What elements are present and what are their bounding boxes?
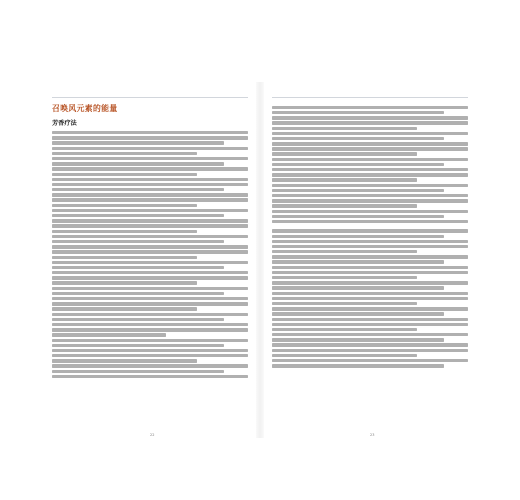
left-body-line-9: [52, 173, 197, 176]
right-body-line-25: [272, 235, 444, 238]
right-body-line-3: [272, 116, 468, 119]
right-body-line-23: [272, 220, 468, 223]
left-body-line-33: [52, 297, 248, 300]
left-body-line-24: [52, 250, 248, 253]
right-body-line-12: [272, 163, 444, 166]
right-body-line-9: [272, 147, 468, 150]
right-body-line-43: [272, 328, 417, 331]
left-body-line-40: [52, 333, 166, 336]
left-body-line-46: [52, 364, 248, 367]
left-body-line-13: [52, 193, 248, 196]
right-body-line-30: [272, 260, 444, 263]
left-body-line-29: [52, 276, 248, 279]
right-book-page: [272, 88, 468, 437]
right-body-line-26: [272, 240, 468, 243]
right-body-line-37: [272, 297, 468, 300]
right-body-line-2: [272, 111, 444, 114]
left-body-line-38: [52, 323, 248, 326]
right-body-line-8: [272, 142, 468, 145]
left-body-line-3: [52, 141, 224, 144]
right-body-line-10: [272, 152, 417, 155]
right-body-line-4: [272, 121, 468, 124]
left-body-line-15: [52, 204, 197, 207]
left-body-line-30: [52, 281, 197, 284]
right-page-content: [272, 104, 468, 369]
right-body-line-45: [272, 338, 444, 341]
right-body-line-5: [272, 127, 417, 130]
left-body-line-17: [52, 214, 224, 217]
left-body-text: [52, 131, 248, 378]
left-header-rule: [52, 97, 248, 98]
left-body-line-14: [52, 198, 248, 201]
left-body-line-5: [52, 152, 197, 155]
left-body-line-35: [52, 307, 197, 310]
left-body-line-20: [52, 230, 197, 233]
left-body-line-23: [52, 245, 248, 248]
left-body-line-31: [52, 287, 248, 290]
right-body-line-1: [272, 106, 468, 109]
left-body-line-39: [52, 328, 248, 331]
right-body-line-49: [272, 359, 468, 362]
right-body-line-50: [272, 364, 444, 367]
left-body-line-2: [52, 136, 248, 139]
right-body-line-22: [272, 215, 444, 218]
right-body-line-11: [272, 158, 468, 161]
right-body-line-47: [272, 349, 468, 352]
right-body-line-17: [272, 189, 444, 192]
left-body-line-21: [52, 235, 248, 238]
left-body-line-28: [52, 271, 248, 274]
left-body-line-45: [52, 359, 197, 362]
left-body-line-18: [52, 219, 248, 222]
left-body-line-34: [52, 302, 248, 305]
left-body-line-42: [52, 344, 224, 347]
right-body-line-48: [272, 354, 417, 357]
left-book-page: [52, 88, 248, 437]
right-body-text-top: [272, 106, 468, 224]
right-body-line-35: [272, 286, 444, 289]
left-body-line-41: [52, 339, 248, 342]
left-body-line-12: [52, 188, 224, 191]
left-body-line-4: [52, 147, 248, 150]
left-body-line-16: [52, 209, 248, 212]
right-body-line-6: [272, 132, 468, 135]
left-body-line-6: [52, 157, 248, 160]
left-body-line-44: [52, 354, 248, 357]
right-body-line-42: [272, 323, 468, 326]
right-body-line-13: [272, 168, 468, 171]
right-body-line-7: [272, 137, 444, 140]
left-body-line-26: [52, 261, 248, 264]
left-body-line-32: [52, 292, 224, 295]
section-title-aromatherapy: 芳香疗法: [52, 120, 77, 127]
right-body-line-14: [272, 173, 468, 176]
right-body-line-21: [272, 210, 468, 213]
left-page-number: 22: [150, 433, 155, 437]
right-body-line-44: [272, 333, 468, 336]
right-header-rule: [272, 97, 468, 98]
left-body-line-47: [52, 370, 224, 373]
left-body-line-7: [52, 162, 224, 165]
right-body-text-bottom: [272, 229, 468, 367]
book-gutter-shadow: [256, 82, 264, 438]
right-body-line-15: [272, 178, 417, 181]
left-body-line-48: [52, 375, 248, 378]
left-page-content: [52, 104, 248, 380]
right-body-line-18: [272, 194, 468, 197]
right-body-line-41: [272, 318, 468, 321]
left-body-line-10: [52, 178, 248, 181]
chapter-title: 召唤风元素的能量: [52, 104, 118, 113]
right-body-line-27: [272, 245, 468, 248]
left-body-line-25: [52, 256, 197, 259]
right-body-line-24: [272, 229, 468, 232]
right-body-line-34: [272, 281, 468, 284]
left-body-line-19: [52, 224, 248, 227]
left-body-line-36: [52, 313, 248, 316]
right-body-line-38: [272, 302, 417, 305]
right-page-number: 23: [370, 433, 375, 437]
left-body-line-27: [52, 266, 224, 269]
right-body-line-16: [272, 184, 468, 187]
right-body-line-29: [272, 255, 468, 258]
right-body-line-39: [272, 307, 468, 310]
right-body-line-33: [272, 276, 417, 279]
right-body-line-31: [272, 266, 468, 269]
left-body-line-1: [52, 131, 248, 134]
left-body-line-11: [52, 183, 248, 186]
left-body-line-37: [52, 318, 224, 321]
right-body-line-20: [272, 204, 417, 207]
right-body-line-28: [272, 250, 417, 253]
left-body-line-43: [52, 349, 248, 352]
right-body-line-40: [272, 312, 444, 315]
right-body-line-36: [272, 292, 468, 295]
right-body-line-19: [272, 199, 468, 202]
right-body-line-32: [272, 271, 468, 274]
left-body-line-8: [52, 167, 248, 170]
right-body-line-46: [272, 343, 468, 346]
left-body-line-22: [52, 240, 224, 243]
